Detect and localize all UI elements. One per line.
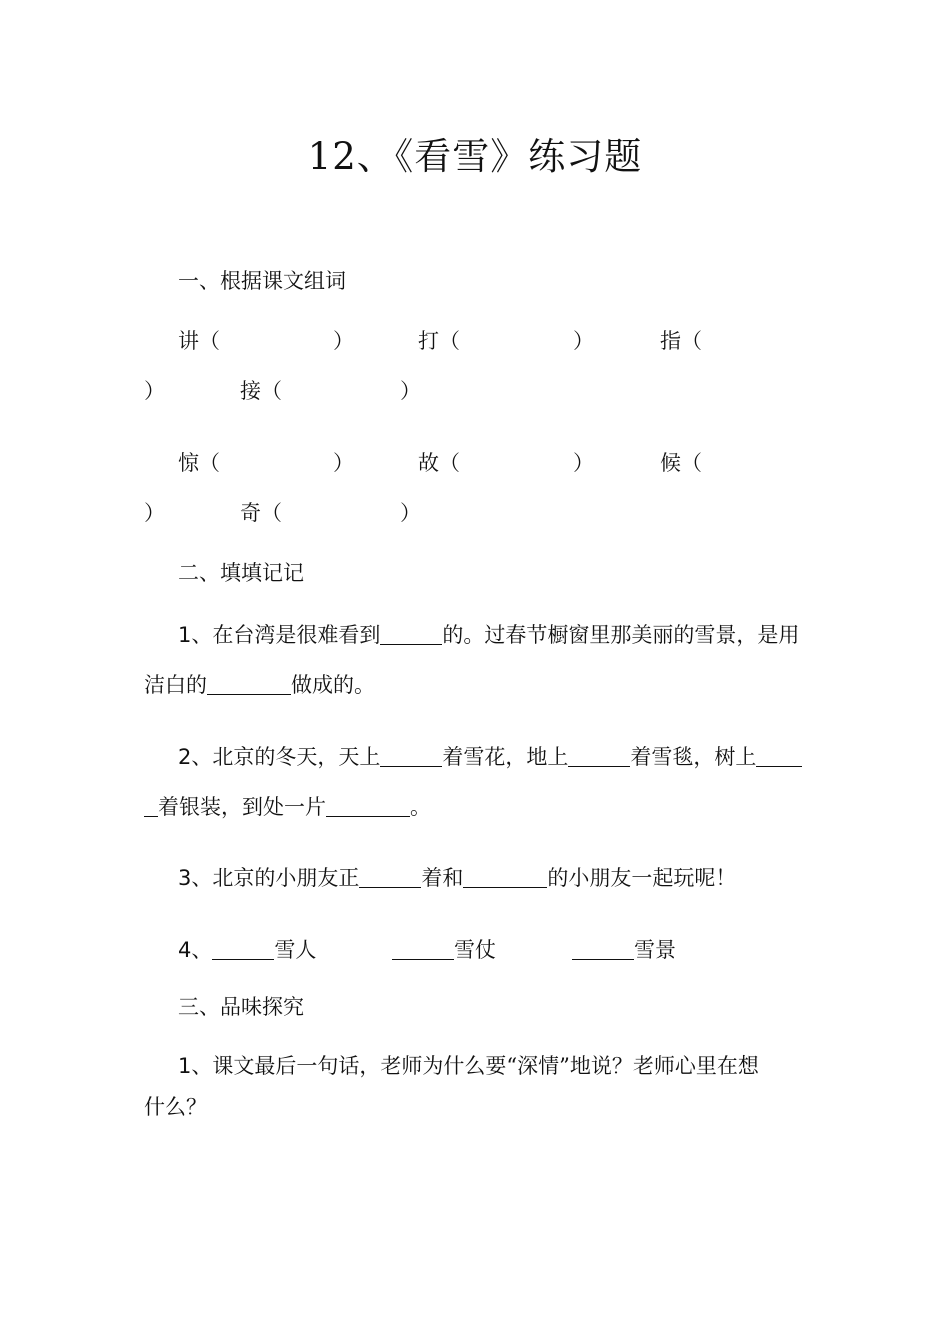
section-heading-fill-in: 二、填填记记 — [178, 561, 304, 585]
answer-blank[interactable] — [326, 795, 410, 817]
word-close-paren: ） — [400, 379, 421, 403]
question-number: 4、 — [178, 938, 213, 962]
word-item-qi: 奇（ — [240, 501, 282, 525]
question-1-line-2 — [144, 673, 375, 696]
answer-blank[interactable] — [359, 866, 421, 888]
answer-blank-continued[interactable] — [144, 795, 158, 817]
question-number: 3、 — [178, 866, 213, 890]
word-item-da: 打（ — [418, 329, 460, 353]
answer-blank[interactable] — [207, 673, 291, 695]
question-number: 1、 — [178, 1054, 213, 1078]
word-close-paren: ） — [573, 451, 594, 475]
word-item-zhi: 指（ — [660, 329, 702, 353]
question-text: 洁白的 — [144, 673, 207, 697]
question-text: 。 — [410, 795, 431, 819]
question-number: 2、 — [178, 745, 213, 769]
word-close-paren: ） — [400, 501, 421, 525]
question-3 — [178, 866, 736, 889]
word-close-paren: ） — [333, 329, 354, 353]
phrase-word: 雪景 — [634, 938, 676, 962]
question-2-line-2 — [144, 795, 431, 818]
answer-blank[interactable] — [572, 938, 634, 960]
word-item-jiang — [178, 331, 220, 352]
question-text: 着银装，到处一片 — [158, 795, 326, 819]
answer-blank[interactable] — [380, 745, 442, 767]
word-item-jing: 惊（ — [178, 451, 220, 475]
answer-blank[interactable] — [212, 938, 274, 960]
phrase-word: 雪仗 — [454, 938, 496, 962]
question-text: 北京的冬天，天上 — [212, 745, 381, 769]
word-close-paren: ） — [144, 379, 165, 403]
page-title: 12、《看雪》练习题 — [307, 135, 643, 178]
question-4 — [178, 938, 316, 961]
word-item-hou: 候（ — [660, 451, 702, 475]
question-text: 的。过春节橱窗里那美丽的雪景，是用 — [442, 623, 800, 647]
word-char: 讲（ — [178, 329, 220, 353]
question-1-line-1 — [178, 623, 799, 646]
word-close-paren: ） — [144, 501, 165, 525]
section-heading-explore: 三、品味探究 — [178, 995, 304, 1019]
word-close-paren: ） — [333, 451, 354, 475]
question-2-line-1 — [178, 745, 802, 768]
question-text: 北京的小朋友正 — [212, 866, 360, 890]
section-heading-word-building: 一、根据课文组词 — [178, 269, 346, 293]
question-text: 着雪毯，树上 — [630, 745, 757, 769]
question-text: 课文最后一句话，老师为什么要“深情”地说？老师心里在想 — [212, 1054, 759, 1078]
question-4-item-3 — [572, 938, 676, 961]
answer-blank[interactable] — [756, 745, 802, 767]
explore-question-1-line-2: 什么？ — [144, 1095, 207, 1119]
question-text: 着雪花，地上 — [442, 745, 569, 769]
answer-blank[interactable] — [380, 623, 442, 645]
phrase-word: 雪人 — [274, 938, 317, 962]
explore-question-1-line-1 — [178, 1056, 759, 1077]
word-item-gu: 故（ — [418, 451, 460, 475]
question-text: 的小朋友一起玩呢！ — [547, 866, 737, 890]
word-close-paren: ） — [573, 329, 594, 353]
question-text: 着和 — [421, 866, 464, 890]
answer-blank[interactable] — [392, 938, 454, 960]
answer-blank[interactable] — [568, 745, 630, 767]
question-4-item-2 — [392, 938, 496, 961]
question-text: 做成的。 — [291, 673, 375, 697]
answer-blank[interactable] — [463, 866, 547, 888]
question-text: 在台湾是很难看到 — [212, 623, 381, 647]
question-number: 1、 — [178, 623, 213, 647]
word-item-jie: 接（ — [240, 379, 282, 403]
